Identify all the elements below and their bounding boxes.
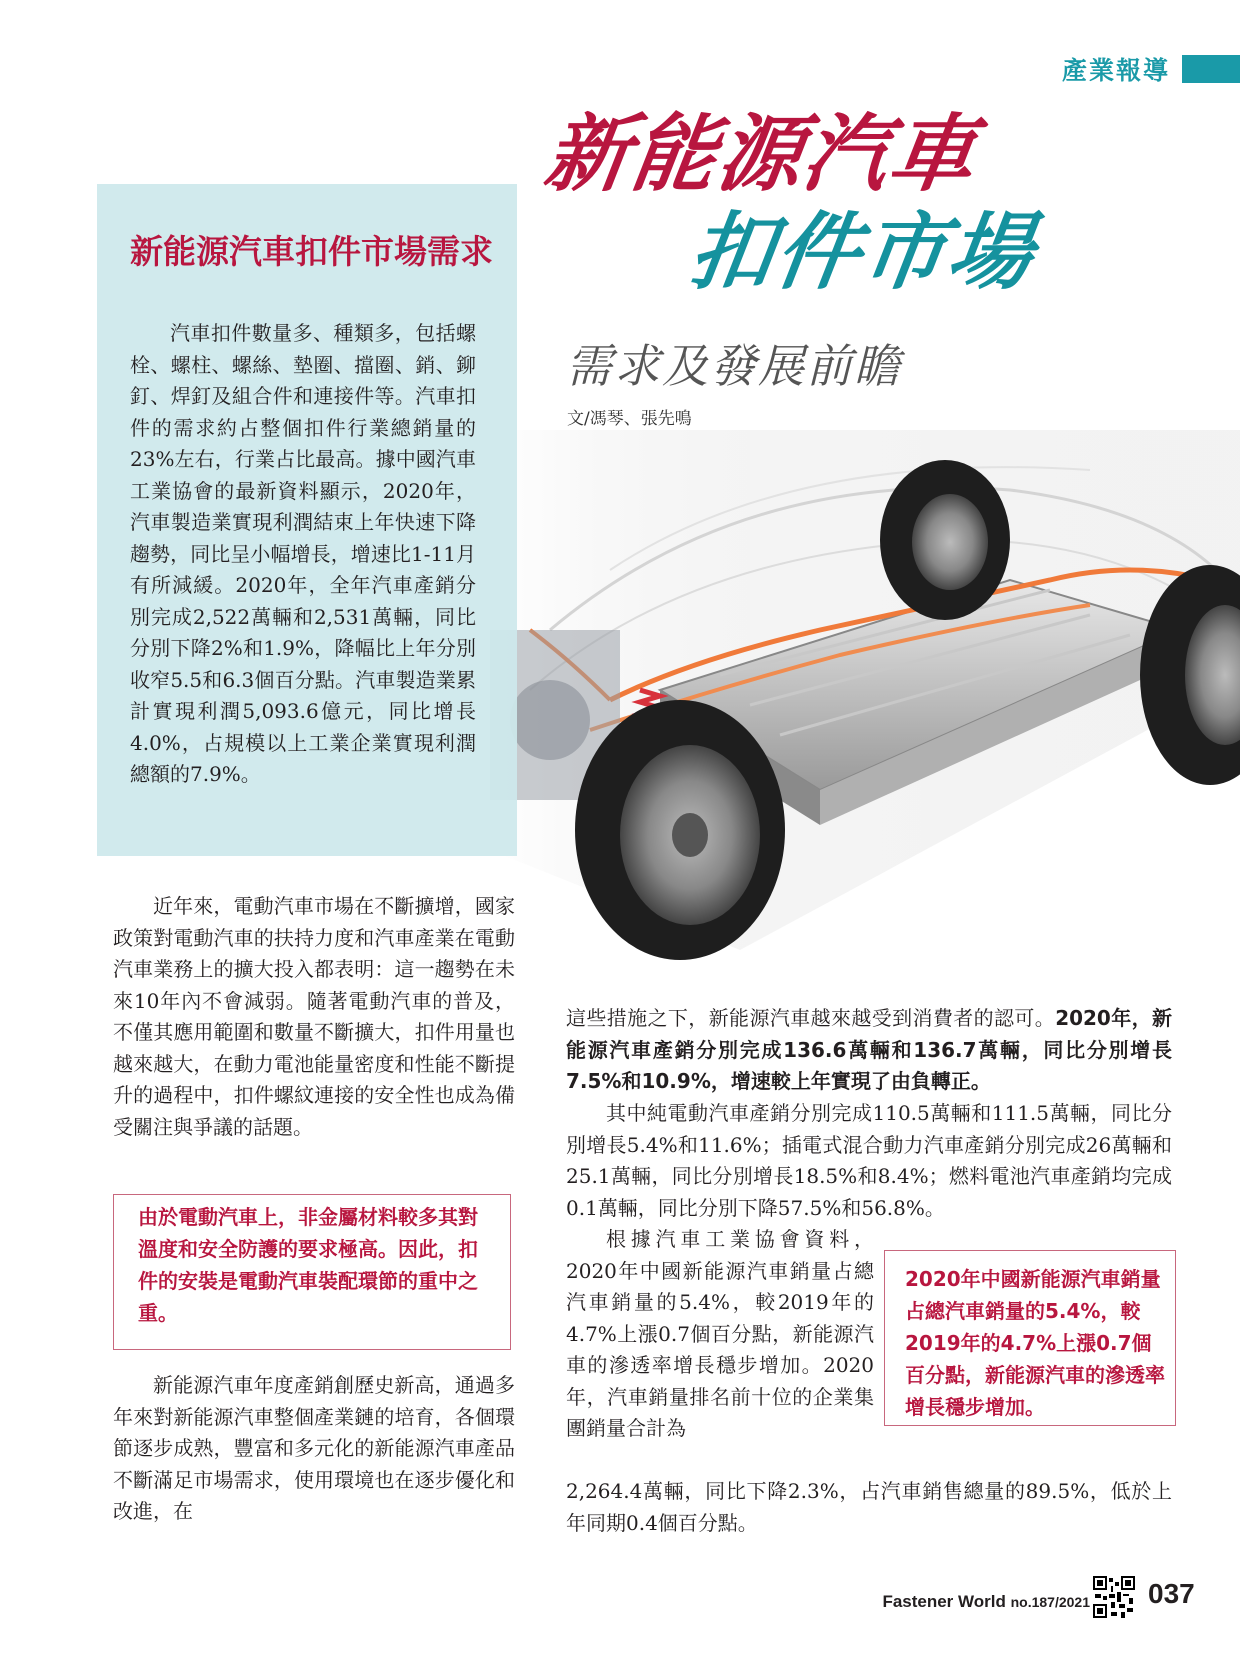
right-column-paragraph-3: 根據汽車工業協會資料，2020年中國新能源汽車銷量占總汽車銷量的5.4%，較2019年的4.7%上漲0.7個百分點，新能源汽車的滲透率增長穩步增加。2020年，汽車銷量排名前十位的企業集團銷量合計為 [566,1227,874,1440]
section-tag-bar [1182,55,1240,83]
subtitle: 需求及發展前瞻 [566,339,902,393]
section-tag-label: 產業報導 [1061,56,1170,85]
sidebar-body: 汽車扣件數量多、種類多，包括螺栓、螺柱、螺絲、墊圈、擋圈、銷、鉚釘、焊釘及組合件和連接件等。汽車扣件的需求約占整個扣件行業總銷量的23%左右，行業占比最高。據中國汽車工業協會的最新資料顯示，2020年，汽車製造業實現利潤結束上年快速下降趨勢，同比呈小幅增長，增速比1-11月有所減緩。2020年，全年汽車產銷分別完成2,522萬輛和2,531萬輛，同比分別下降2%和1.9%，降幅比上年分別收窄5.5和6.3個百分點。汽車製造業累計實現利潤5,093.6億元，同比增長4.0%，占規模以上工業企業實現利潤總額的7.9%。 [130,321,476,786]
title-line-2: 扣件市場 [683,203,1041,301]
footer-brand-name: Fastener World [882,1592,1006,1611]
sidebar-title: 新能源汽車扣件市場需求 [130,232,493,271]
right-column-paragraph-2: 其中純電動汽車產銷分別完成110.5萬輛和111.5萬輛，同比分別增長5.4%和11.6%；插電式混合動力汽車產銷分別完成26萬輛和25.1萬輛，同比分別增長18.5%和8.4%；燃料電池汽車產銷均完成0.1萬輛，同比分別下降57.5%和56.8%。 [566,1101,1172,1220]
left-column-paragraph-2: 新能源汽車年度產銷創歷史新高，通過多年來對新能源汽車整個產業鏈的培育，各個環節逐步成熟，豐富和多元化的新能源汽車產品不斷滿足市場需求，使用環境也在逐步優化和改進，在 [113,1373,515,1523]
byline: 文/馮琴、張先鳴 [567,409,692,429]
qr-code-icon [1093,1576,1135,1618]
right-para1-bold: 2020年，新能源汽車產銷分別完成136.6萬輛和136.7萬輛，同比分別增長7.5%和10.9%，增速較上年實現了由負轉正。 [566,1006,1172,1093]
pull-quote-right [884,1250,1176,1426]
section-tag [1062,52,1240,86]
pull-quote-left [113,1194,511,1350]
left-column-paragraph-1: 近年來，電動汽車市場在不斷擴增，國家政策對電動汽車的扶持力度和汽車產業在電動汽車業務上的擴大投入都表明：這一趨勢在未來10年內不會減弱。隨著電動汽車的普及，不僅其應用範圍和數量不斷擴大，扣件用量也越來越大，在動力電池能量密度和性能不斷提升的過程中，扣件螺紋連接的安全性也成為備受關注與爭議的話題。 [113,894,515,1139]
page-number: 037 [1148,1578,1195,1609]
pull-quote-right-text: 2020年中國新能源汽車銷量占總汽車銷量的5.4%，較2019年的4.7%上漲0.7個百分點，新能源汽車的滲透率增長穩步增加。 [905,1267,1165,1419]
right-column-paragraph-1 [566,1003,1172,1098]
electric-car-chassis-illustration [490,430,1240,990]
right-column-paragraph-3-tail: 2,264.4萬輛，同比下降2.3%，占汽車銷售總量的89.5%，低於上年同期0.4個百分點。 [566,1479,1172,1535]
title-line-1: 新能源汽車 [539,105,983,203]
pull-quote-left-text: 由於電動汽車上，非金屬材料較多其對溫度和安全防護的要求極高。因此，扣件的安裝是電動汽車裝配環節的重中之重。 [138,1205,478,1325]
footer-issue: no.187/2021 [1010,1594,1090,1610]
footer-brand [882,1592,1090,1612]
right-para1-lead: 這些措施之下，新能源汽車越來越受到消費者的認可。 [566,1006,1056,1030]
